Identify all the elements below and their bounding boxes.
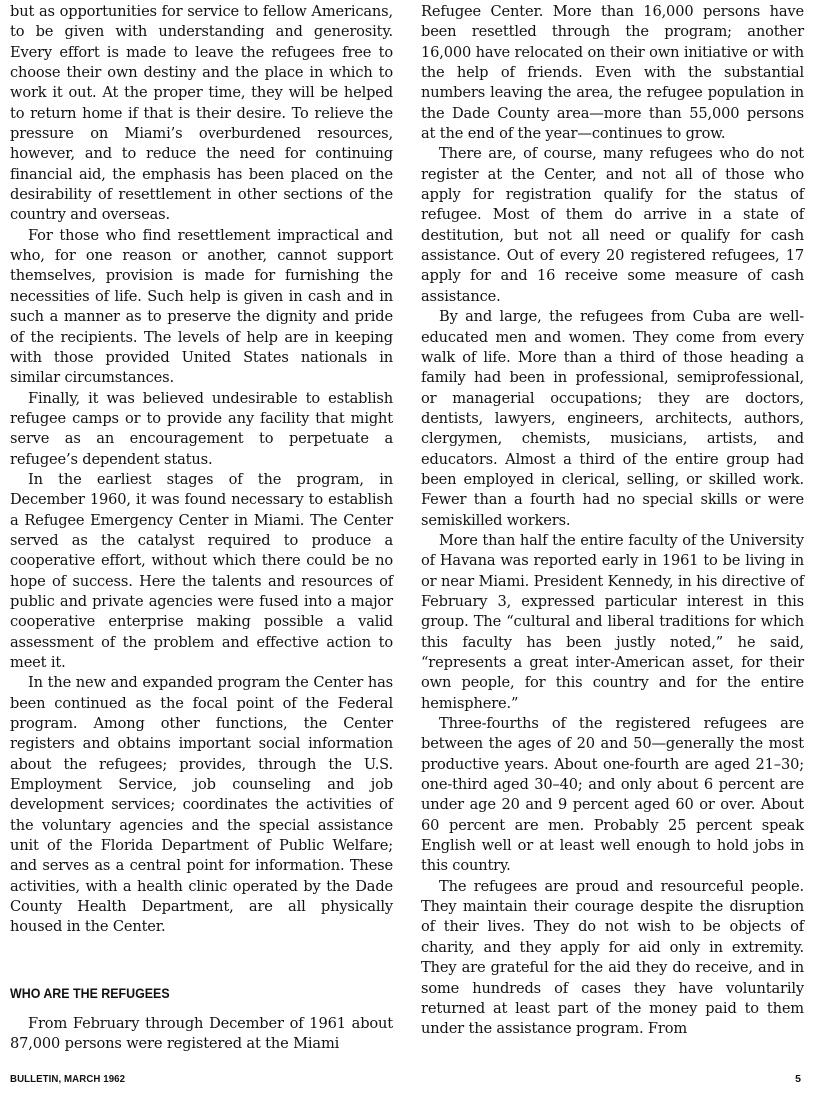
paragraph: In the earliest stages of the program, in December 1960, it was found necessary to establish a Refugee Emergency Center in Miami. The Center served as the catalyst required to produce a cooperative effort, without which there could be no hope of success. Here the talents and resources of public and private agencies were fused into a major cooperative enterprise making possible a valid assessment of the problem and effective action to meet it. bbox=[10, 470, 393, 671]
footer-publication: BULLETIN, MARCH 1962 bbox=[10, 1073, 126, 1085]
section-body bbox=[10, 1014, 393, 1055]
page-number: 5 bbox=[795, 1073, 801, 1085]
section-heading: WHO ARE THE REFUGEES bbox=[10, 986, 170, 1001]
paragraph: In the new and expanded program the Center has been continued as the focal point of the Federal program. Among other functions, the Center registers and obtains important social information about the refugees; provides, through the U.S. Employment Service, job counseling and job development services; coordinates the activities of the voluntary agencies and the special assistance unit of the Florida Department of Public Welfare; and serves as a central point for information. These activities, with a health clinic operated by the Dade County Health Department, are all physically housed in the Center. bbox=[10, 674, 393, 936]
paragraph: From February through December of 1961 about 87,000 persons were registered at the Miami bbox=[10, 1015, 393, 1053]
paragraph: but as opportunities for service to fellow Americans, to be given with understanding and generosity. Every effort is made to leave the refugees free to choose their own destiny and the place in which to work it out. At the proper time, they will be helped to return home if that is their desire. To relieve the pressure on Miami’s overburdened resources, however, and to reduce the need for continuing financial aid, the emphasis has been placed on the desirability of resettlement in other sections of the country and overseas. bbox=[10, 3, 393, 224]
paragraph: Three-fourths of the registered refugees are between the ages of 20 and 50—generally the most productive years. About one-fourth are aged 21–30; one-third aged 30–40; and only about 6 percent are under age 20 and 9 percent aged 60 or over. About 60 percent are men. Probably 25 percent speak English well or at least well enough to hold jobs in this country. bbox=[421, 715, 804, 875]
paragraph: Finally, it was believed undesirable to establish refugee camps or to provide any facility that might serve as an encouragement to perpetuate a refugee’s dependent status. bbox=[10, 389, 393, 468]
paragraph: By and large, the refugees from Cuba are well-educated men and women. They come from every walk of life. More than a third of those heading a family had been in professional, semiprofessional, or managerial occupations; they are doctors, dentists, lawyers, engineers, architects, authors, clergymen, chemists, musicians, artists, and educators. Almost a third of the entire group had been employed in clerical, selling, or skilled work. Fewer than a fourth had no special skills or were semiskilled workers. bbox=[421, 308, 804, 529]
paragraph: There are, of course, many refugees who do not register at the Center, and not all of those who apply for registration qualify for the status of refugee. Most of them do arrive in a state of destitution, but not all need or qualify for cash assistance. Out of every 20 registered refugees, 17 apply for and 16 receive some measure of cash assistance. bbox=[421, 145, 804, 305]
paragraph: Refugee Center. More than 16,000 persons have been resettled through the program; another 16,000 have relocated on their own initiative or with the help of friends. Even with the substantial numbers leaving the area, the refugee population in the Dade County area—more than 55,000 persons at the end of the year—continues to grow. bbox=[421, 3, 804, 143]
left-column bbox=[10, 2, 393, 938]
paragraph: The refugees are proud and resourceful people. They maintain their courage despite the disruption of their lives. They do not wish to be objects of charity, and they apply for aid only in extremity. They are grateful for the aid they do receive, and in some hundreds of cases they have voluntarily returned at least part of the money paid to them under the assistance program. From bbox=[421, 877, 804, 1038]
paragraph: For those who find resettlement impractical and who, for one reason or another, cannot support themselves, provision is made for furnishing the necessities of life. Such help is given in cash and in such a manner as to preserve the dignity and pride of the recipients. The levels of help are in keeping with those provided United States nationals in similar circumstances. bbox=[10, 226, 393, 387]
paragraph: More than half the entire faculty of the University of Havana was reported early in 1961 to be living in or near Miami. President Kennedy, in his directive of February 3, expressed particular interest in this group. The “cultural and liberal traditions for which this faculty has been justly noted,” he said, “represents a great inter-American asset, for their own people, for this country and for the entire hemisphere.” bbox=[421, 531, 804, 712]
right-column bbox=[421, 2, 804, 1040]
